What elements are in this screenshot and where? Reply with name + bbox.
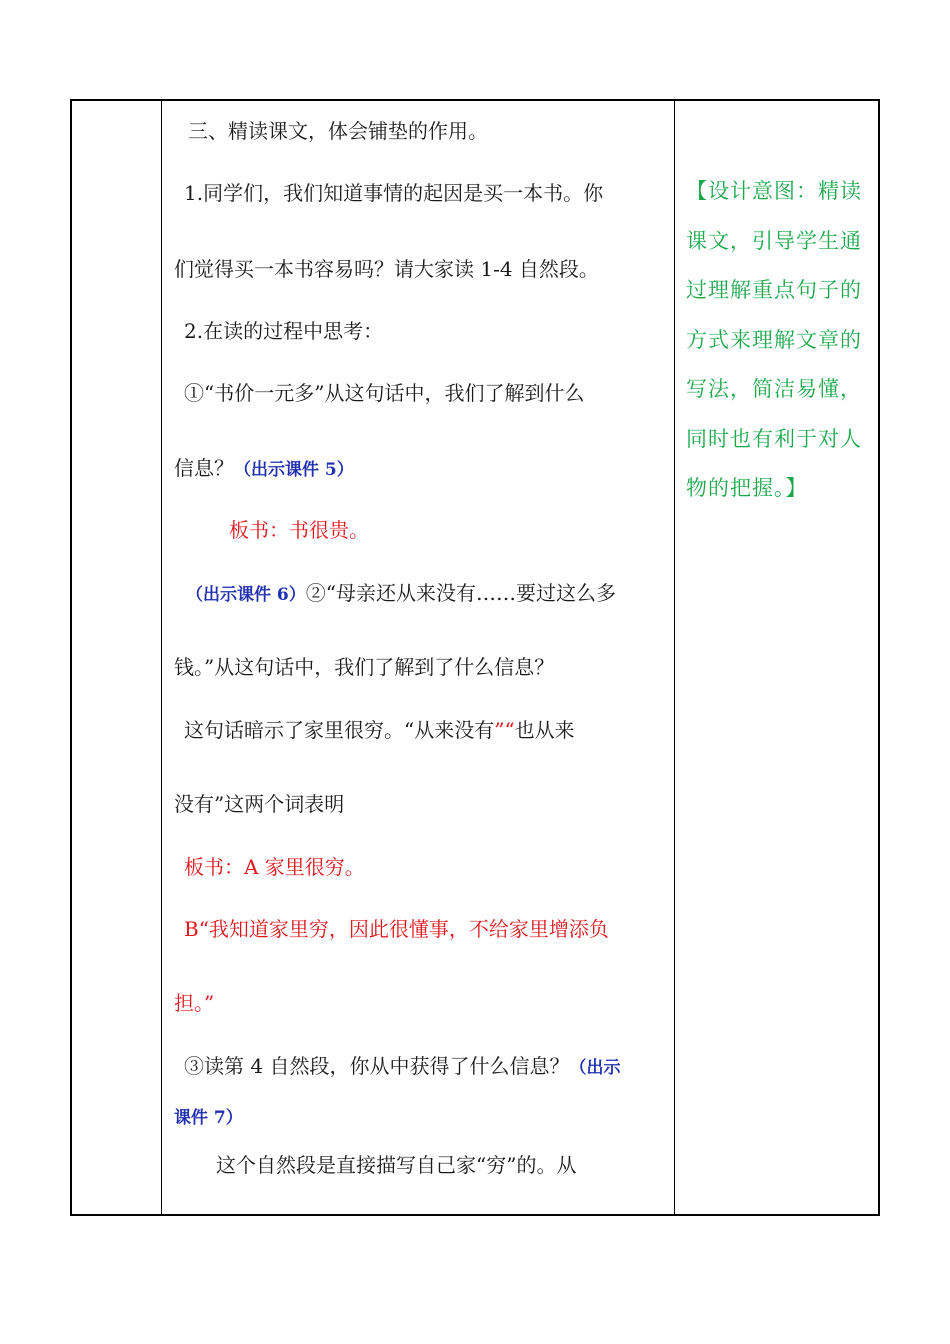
design-intent-note: 【设计意图：精读课文，引导学生通过理解重点句子的方式来理解文章的写法，简洁易懂，同时也有利于对人物的把握。】 xyxy=(686,179,862,500)
courseware-note: （出示课件 6） xyxy=(186,585,306,605)
question-1: ①“书价一元多”从这句话中，我们了解到什么 xyxy=(184,381,585,405)
section-heading: 三、精读课文，体会铺垫的作用。 xyxy=(188,119,488,143)
column-divider-1 xyxy=(161,101,162,1214)
board-note: 板书：书很贵。 xyxy=(229,518,369,542)
answer-text: 也从来 xyxy=(514,718,575,742)
question-3-text: ③读第 4 自然段，你从中获得了什么信息？ xyxy=(184,1054,570,1078)
question-2 xyxy=(186,581,616,607)
paragraph-line xyxy=(184,718,575,742)
paragraph-line: 没有”这两个词表明 xyxy=(174,792,345,816)
courseware-note: （出示课件 5） xyxy=(234,460,354,480)
answer-text: 这句话暗示了家里很穷。“从来没有 xyxy=(184,718,495,742)
board-note: 担。” xyxy=(174,991,215,1015)
board-note: 板书：A 家里很穷。 xyxy=(184,855,365,879)
highlight-quote: ”“ xyxy=(494,718,515,742)
paragraph-line: 这个自然段是直接描写自己家“穷”的。从 xyxy=(216,1153,577,1177)
paragraph-line: 们觉得买一本书容易吗？请大家读 1-4 自然段。 xyxy=(174,257,599,281)
courseware-note: 课件 7） xyxy=(174,1108,243,1128)
paragraph-line: 2.在读的过程中思考： xyxy=(184,319,384,343)
paragraph-line xyxy=(174,456,354,482)
paragraph-line: 1.同学们，我们知道事情的起因是买一本书。你 xyxy=(184,181,604,205)
column-divider-2 xyxy=(674,101,675,1214)
question-1-tail: 信息？ xyxy=(174,456,234,480)
courseware-note: （出示 xyxy=(569,1058,621,1078)
question-2-text: ②“母亲还从来没有……要过这么多 xyxy=(305,581,616,605)
question-3 xyxy=(184,1054,620,1080)
board-note: B“我知道家里穷，因此很懂事，不给家里增添负 xyxy=(184,917,609,941)
paragraph-line: 钱。”从这句话中，我们了解到了什么信息？ xyxy=(174,655,555,679)
